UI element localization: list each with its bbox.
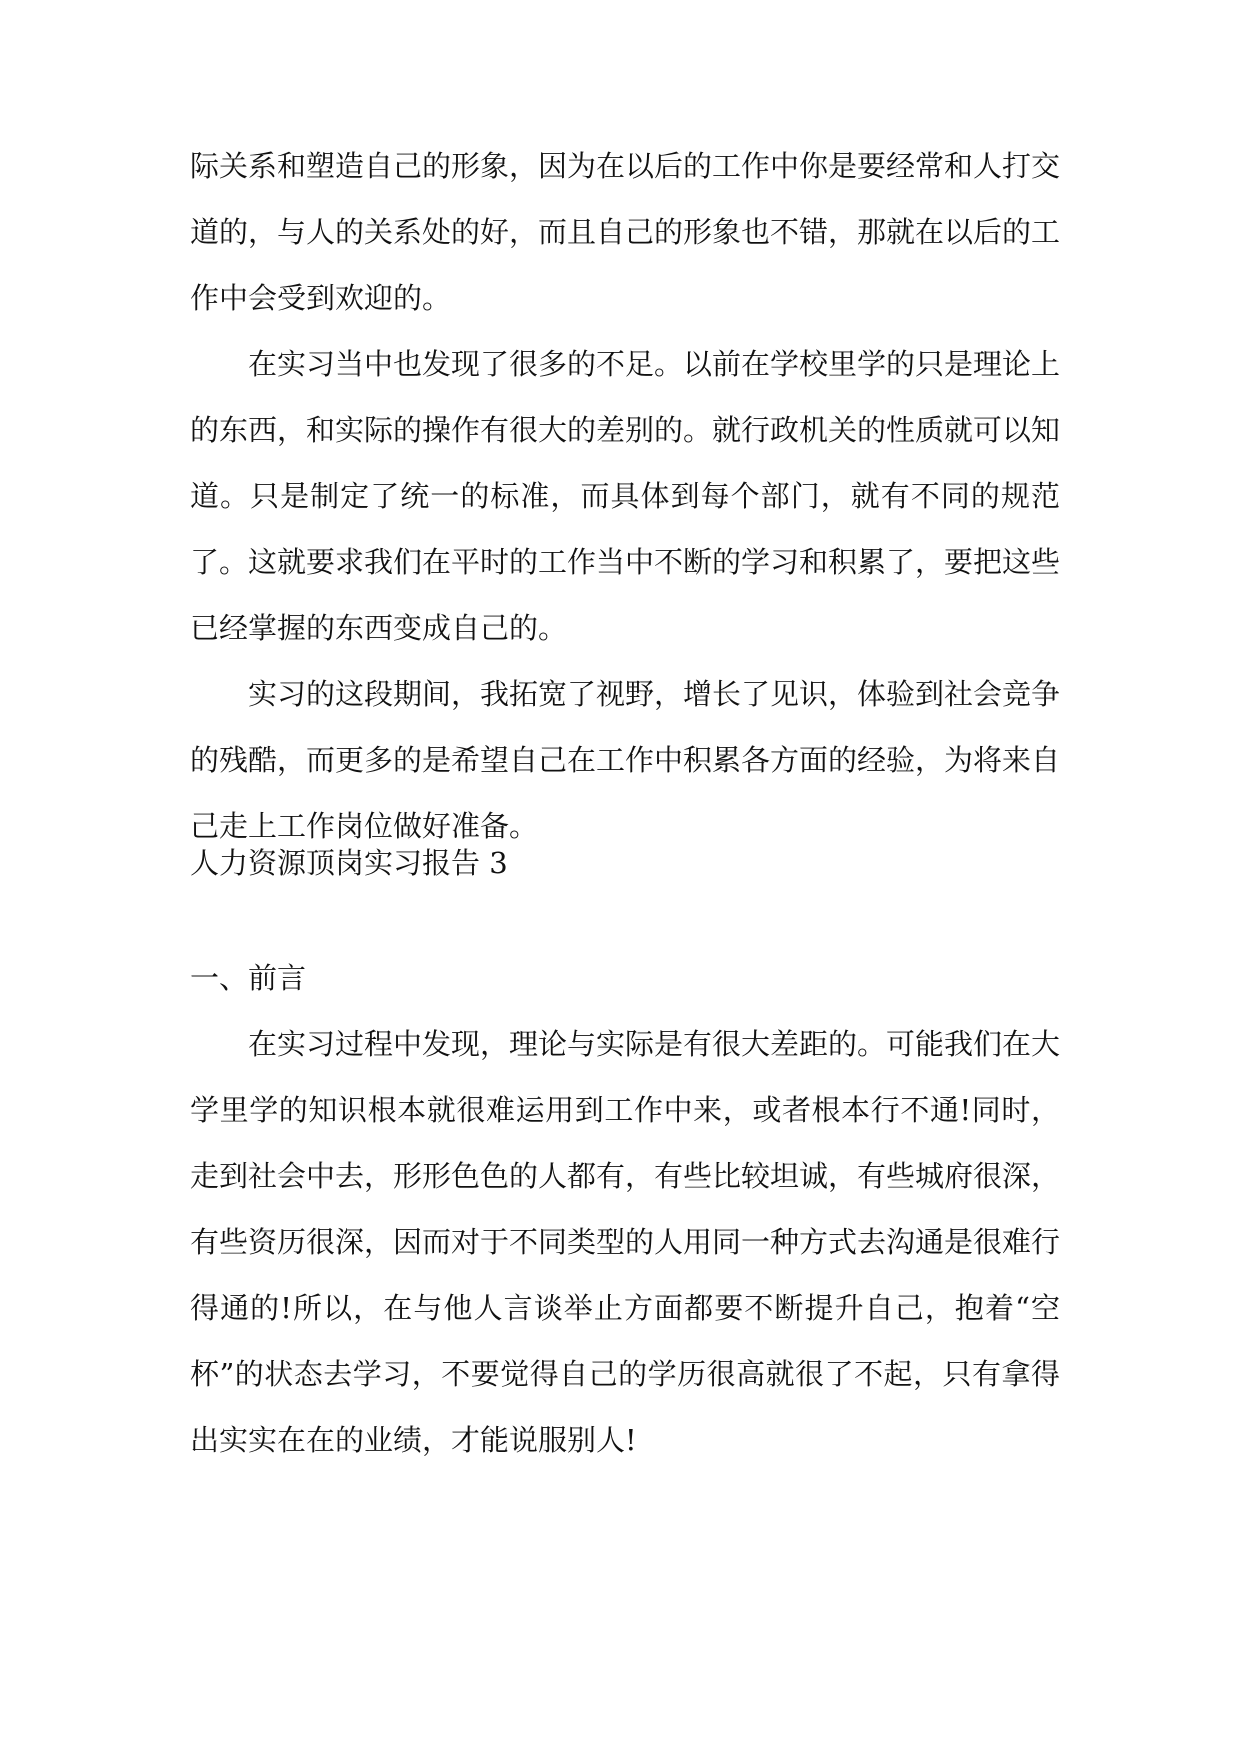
paragraph-continued: 际关系和塑造自己的形象，因为在以后的工作中你是要经常和人打交道的，与人的关系处的好，而且自己的形象也不错，那就在以后的工作中会受到欢迎的。	[190, 149, 1061, 315]
paragraph-shortcomings: 在实习当中也发现了很多的不足。以前在学校里学的只是理论上的东西，和实际的操作有很大的差别的。就行政机关的性质就可以知道。只是制定了统一的标准，而具体到每个部门，就有不同的规范了。这就要求我们在平时的工作当中不断的学习和积累了，要把这些已经掌握的东西变成自己的。	[190, 347, 1061, 645]
report-title: 人力资源顶岗实习报告 3	[190, 846, 508, 880]
section-heading: 一、前言	[190, 961, 307, 995]
paragraph-internship-period: 实习的这段期间，我拓宽了视野，增长了见识，体验到社会竞争的残酷，而更多的是希望自己在工作中积累各方面的经验，为将来自己走上工作岗位做好准备。	[190, 677, 1061, 843]
section-block	[190, 945, 1060, 1473]
top-text-block	[190, 133, 1060, 859]
paragraph-preface: 在实习过程中发现，理论与实际是有很大差距的。可能我们在大学里学的知识根本就很难运用到工作中来，或者根本行不通!同时，走到社会中去，形形色色的人都有，有些比较坦诚，有些城府很深，有些资历很深，因而对于不同类型的人用同一种方式去沟通是很难行得通的!所以，在与他人言谈举止方面都要不断提升自己，抱着“空杯”的状态去学习，不要觉得自己的学历很高就很了不起，只有拿得出实实在在的业绩，才能说服别人!	[190, 1027, 1061, 1457]
report-title-block	[190, 830, 1060, 896]
